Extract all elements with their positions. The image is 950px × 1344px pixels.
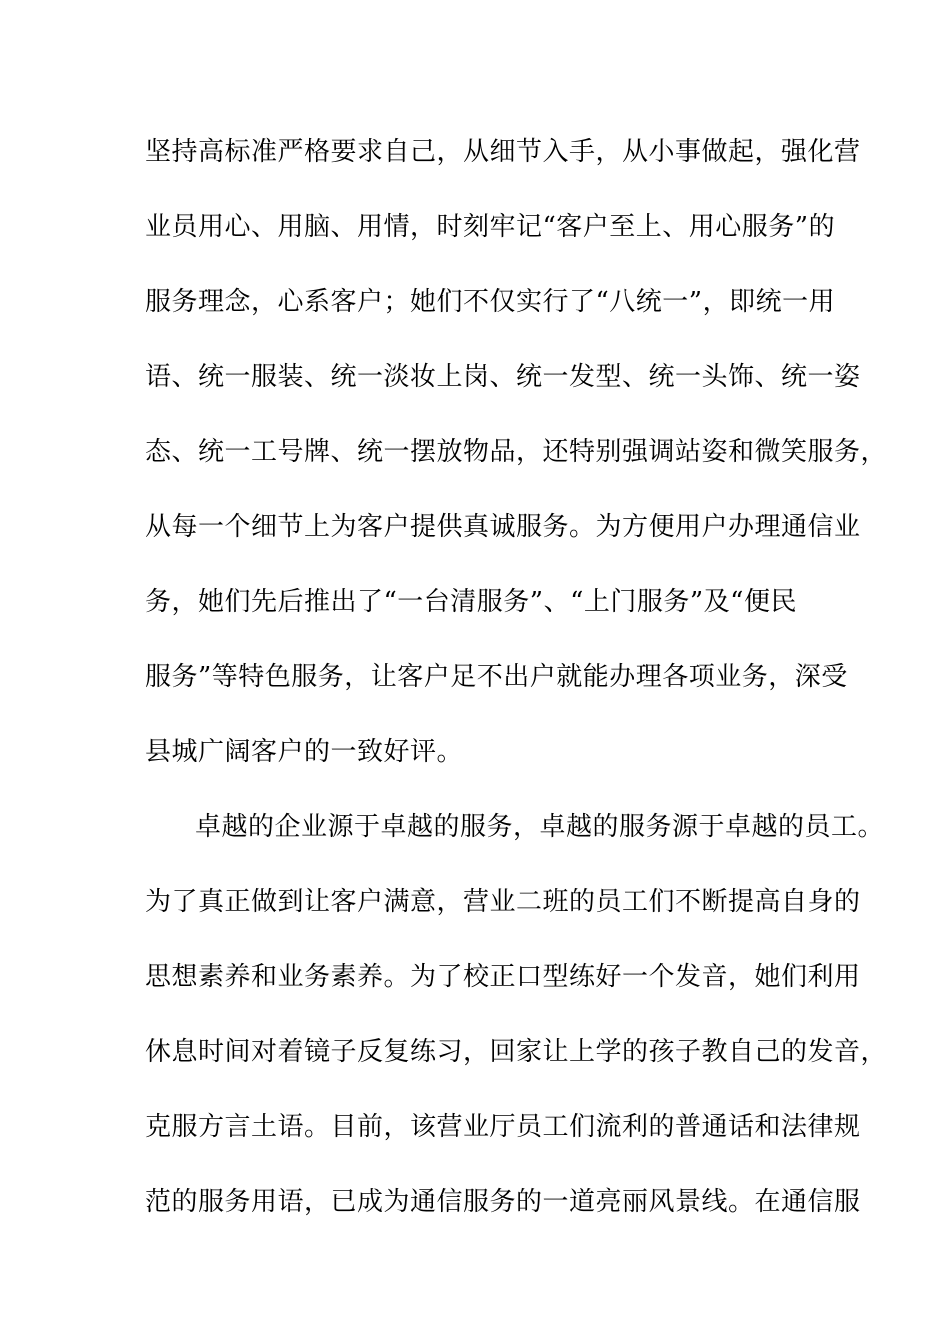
text-line: 务，她们先后推出了“一台清服务”、“上门服务”及“便民 bbox=[145, 587, 797, 617]
text-line: 思想素养和业务素养。为了校正口型练好一个发音，她们利用 bbox=[145, 962, 861, 992]
text-line: 语、统一服装、统一淡妆上岗、统一发型、统一头饰、统一姿 bbox=[145, 362, 861, 392]
text-line: 克服方言土语。目前，该营业厅员工们流利的普通话和法律规 bbox=[145, 1112, 861, 1142]
text-line: 服务”等特色服务，让客户足不出户就能办理各项业务，深受 bbox=[145, 662, 848, 692]
text-line: 态、统一工号牌、统一摆放物品，还特别强调站姿和微笑服务， bbox=[145, 437, 888, 467]
text-line: 服务理念，心系客户；她们不仅实行了“八统一”，即统一用 bbox=[145, 287, 836, 317]
text-line: 从每一个细节上为客户提供真诚服务。为方便用户办理通信业 bbox=[145, 512, 861, 542]
text-line: 县城广阔客户的一致好评。 bbox=[145, 737, 464, 767]
paragraph-start-line: 卓越的企业源于卓越的服务，卓越的服务源于卓越的员工。 bbox=[195, 812, 885, 842]
text-line: 坚持高标准严格要求自己，从细节入手，从小事做起，强化营 bbox=[145, 137, 861, 167]
text-line: 为了真正做到让客户满意，营业二班的员工们不断提高自身的 bbox=[145, 887, 861, 917]
text-line: 业员用心、用脑、用情，时刻牢记“客户至上、用心服务”的 bbox=[145, 212, 836, 242]
text-line: 范的服务用语，已成为通信服务的一道亮丽风景线。在通信服 bbox=[145, 1187, 861, 1217]
text-line: 休息时间对着镜子反复练习，回家让上学的孩子教自己的发音， bbox=[145, 1037, 888, 1067]
